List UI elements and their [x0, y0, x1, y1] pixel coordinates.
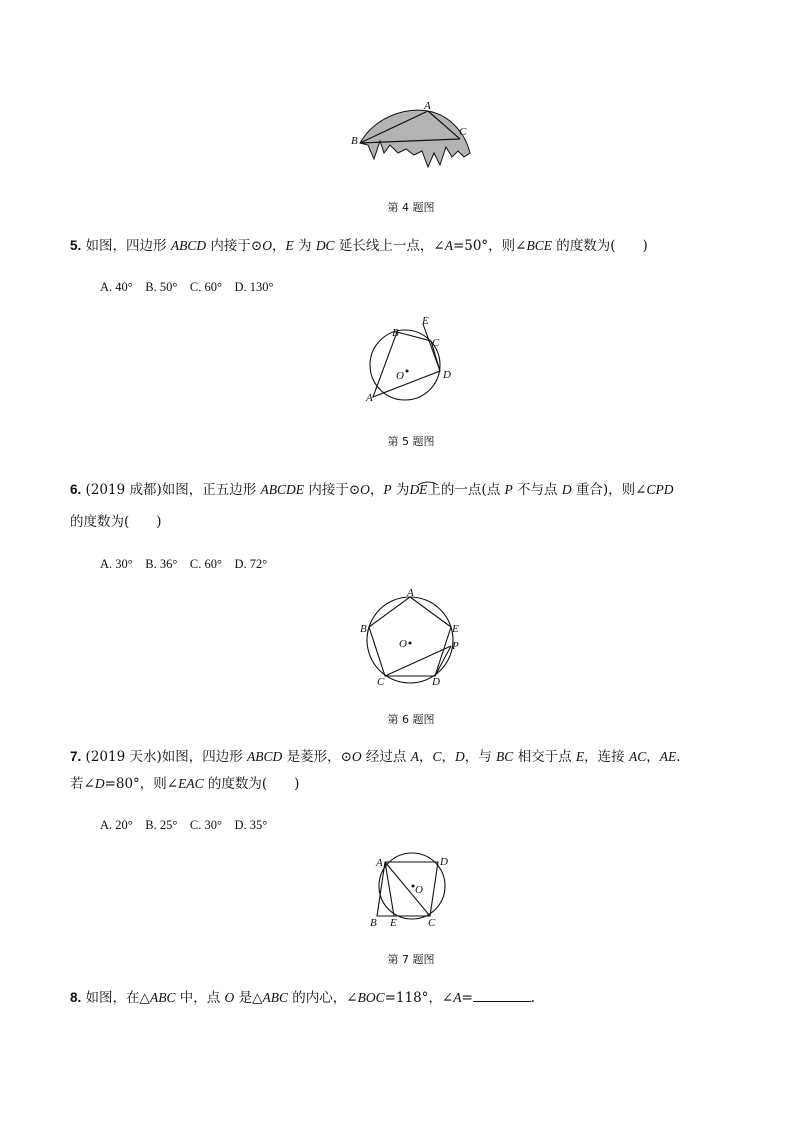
var: A [410, 749, 419, 764]
text: ， [441, 749, 455, 765]
question-number: 7. [70, 749, 82, 764]
text: 重合)，则∠ [571, 482, 647, 498]
var: AC [628, 749, 647, 764]
var: P [383, 482, 392, 497]
var: AE [659, 749, 677, 764]
label-e: E [390, 917, 397, 929]
text: 如图，四边形 [81, 238, 171, 254]
label-a: A [376, 857, 383, 869]
var: P [504, 482, 513, 497]
text: 不与点 [512, 482, 562, 498]
var: BOC [357, 990, 385, 1005]
var: EAC [178, 776, 204, 791]
question-8 [70, 987, 535, 1009]
center-dot [409, 642, 412, 645]
label-e: E [452, 623, 459, 635]
text: 中，点 [175, 990, 225, 1006]
question-number: 8. [70, 990, 82, 1005]
question-7-line-2 [70, 773, 299, 795]
var: O [262, 238, 272, 253]
label-c: C [432, 337, 440, 349]
text: . [530, 990, 536, 1006]
shaded-fragment [360, 110, 470, 167]
question-number: 5. [70, 238, 82, 253]
label-d: D [440, 856, 448, 868]
figure-4-broken-circle [340, 95, 480, 175]
var: DC [315, 238, 335, 253]
label-b: B [392, 327, 399, 339]
text: (2019 天水)如图，四边形 [81, 749, 248, 765]
text: 延长线上一点，∠ [334, 238, 445, 254]
label-c: C [459, 126, 467, 138]
question-5-options: A. 40° B. 50° C. 60° D. 130° [100, 280, 274, 294]
var: D [455, 749, 465, 764]
arc-de: DE [409, 482, 428, 497]
text: =118°，∠ [384, 990, 454, 1006]
figure-6-caption: 第 6 题图 [387, 713, 435, 726]
var: O [351, 749, 362, 764]
label-a: A [407, 588, 414, 599]
figure-7-rhombus-circle [368, 852, 458, 930]
var: D [94, 776, 105, 791]
question-7 [70, 746, 681, 768]
var: A [453, 990, 462, 1005]
segment-ac [385, 862, 430, 916]
var: ABCDE [260, 482, 305, 497]
label-p: P [452, 640, 459, 652]
var: CPD [646, 482, 674, 497]
var: ABCD [247, 749, 283, 764]
var: A [444, 238, 453, 253]
text: 相交于点 [513, 749, 576, 765]
text: ，与 [464, 749, 497, 765]
question-number: 6. [70, 482, 82, 497]
text: 的内心，∠ [287, 990, 358, 1006]
text: 的度数为( ) [203, 776, 300, 792]
var: ABC [149, 990, 176, 1005]
figure-5-cyclic-quadrilateral [362, 312, 462, 408]
question-6 [70, 479, 673, 501]
text: 是菱形，⊙ [282, 749, 352, 765]
text: 经过点 [361, 749, 411, 765]
var: BC [496, 749, 514, 764]
label-d: D [443, 369, 451, 381]
figure-7-caption: 第 7 题图 [387, 953, 435, 966]
label-a: A [424, 100, 431, 112]
label-b: B [351, 135, 358, 147]
text: ，连接 [584, 749, 629, 765]
question-5 [70, 235, 648, 257]
text: 为 [391, 482, 410, 498]
text: 若∠ [70, 776, 95, 792]
label-c: C [377, 676, 385, 688]
var: O [360, 482, 370, 497]
text: =50°，则∠ [452, 238, 527, 254]
label-e: E [422, 315, 429, 327]
label-b: B [360, 623, 367, 635]
text: 是△ [234, 990, 263, 1006]
text: ， [646, 749, 660, 765]
var: C [432, 749, 442, 764]
label-a: A [366, 392, 373, 404]
text: ， [271, 238, 286, 254]
var: O [224, 990, 235, 1005]
text: = [461, 990, 473, 1006]
text: 内接于⊙ [206, 238, 263, 254]
label-d: D [432, 676, 440, 688]
text: 内接于⊙ [304, 482, 361, 498]
figure-4-caption: 第 4 题图 [387, 201, 435, 214]
text: ， [369, 482, 384, 498]
var: ABCD [170, 238, 207, 253]
text: 上的一点(点 [427, 482, 505, 498]
var: ABC [262, 990, 288, 1005]
label-c: C [428, 917, 436, 929]
label-o: O [399, 638, 407, 650]
text: =80°，则∠ [104, 776, 179, 792]
text: 如图，在△ [81, 990, 150, 1006]
var: E [285, 238, 294, 253]
text: 的度数为( ) [552, 238, 648, 254]
answer-blank[interactable] [473, 987, 531, 1002]
label-o: O [415, 884, 423, 896]
text: 为 [293, 238, 316, 254]
circle-o [367, 597, 453, 683]
arc-symbol [417, 480, 439, 486]
question-6-line-2: 的度数为( ) [70, 514, 162, 530]
text: ， [418, 749, 433, 765]
text: (2019 成都)如图，正五边形 [81, 482, 261, 498]
label-b: B [370, 917, 377, 929]
segment-cp [385, 646, 451, 676]
var: D [561, 482, 572, 497]
var: E [575, 749, 585, 764]
question-6-options: A. 30° B. 36° C. 60° D. 72° [100, 557, 268, 571]
var: BCE [526, 238, 552, 253]
figure-5-caption: 第 5 题图 [387, 435, 435, 448]
center-dot [406, 370, 409, 373]
figure-6-regular-pentagon [355, 588, 467, 690]
question-7-options: A. 20° B. 25° C. 30° D. 35° [100, 818, 268, 832]
text: . [676, 749, 681, 765]
label-o: O [396, 370, 404, 382]
segment-ae [385, 862, 394, 916]
